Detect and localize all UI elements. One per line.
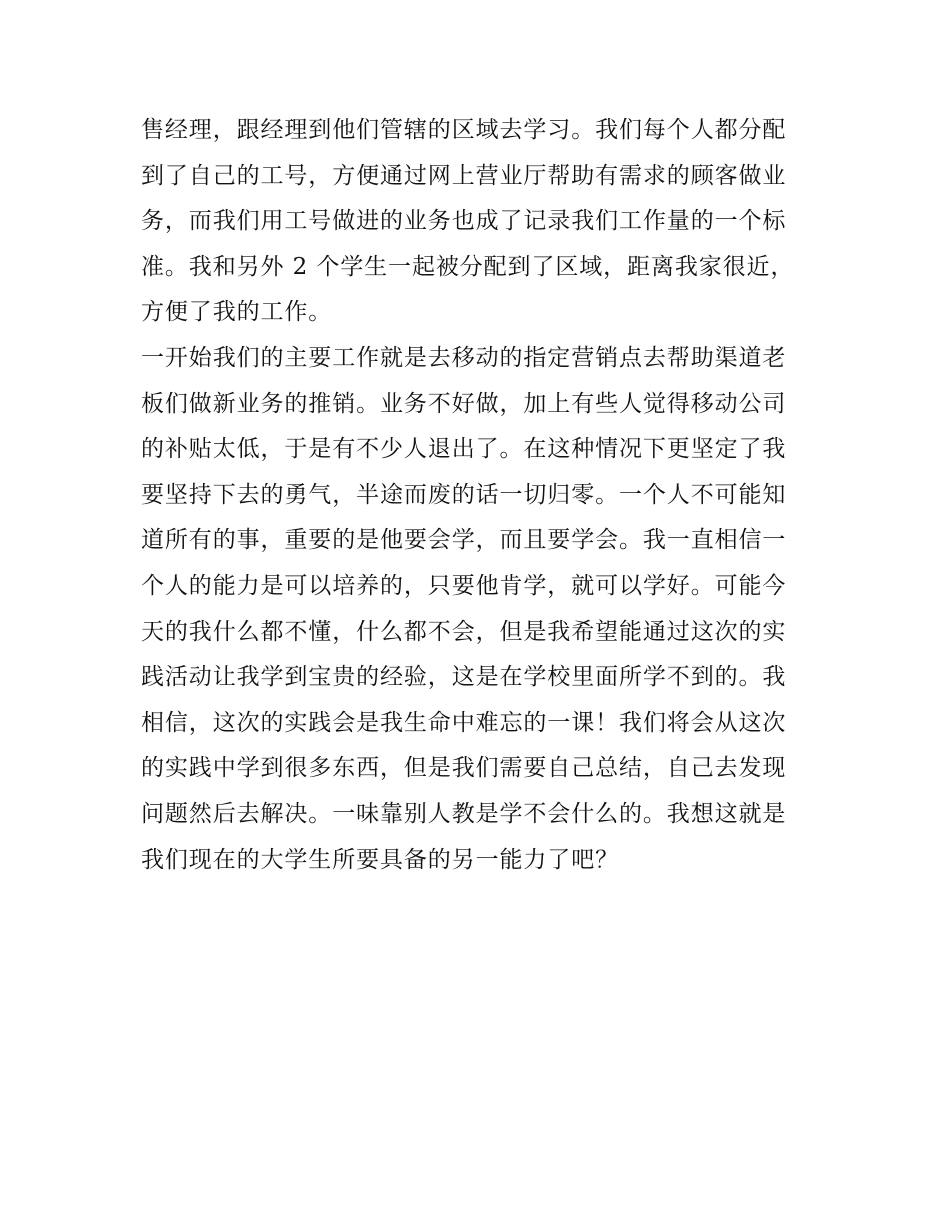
text-line: 到了自己的工号，方便通过网上营业厅帮助有需求的顾客做业 — [141, 162, 787, 189]
text-line: 要坚持下去的勇气，半途而废的话一切归零。一个人不可能知 — [141, 481, 787, 508]
text-line: 准。我和另外 2 个学生一起被分配到了区域，距离我家很近， — [141, 253, 795, 280]
text-line: 践活动让我学到宝贵的经验，这是在学校里面所学不到的。我 — [141, 664, 787, 691]
text-line: 道所有的事，重要的是他要会学，而且要学会。我一直相信一 — [141, 527, 787, 554]
text-line: 方便了我的工作。 — [141, 299, 333, 326]
text-line: 售经理，跟经理到他们管辖的区域去学习。我们每个人都分配 — [141, 117, 787, 143]
text-line: 相信，这次的实践会是我生命中难忘的一课！我们将会从这次 — [141, 709, 787, 736]
text-line: 天的我什么都不懂，什么都不会，但是我希望能通过这次的实 — [141, 618, 787, 645]
text-line: 问题然后去解决。一味靠别人教是学不会什么的。我想这就是 — [141, 800, 787, 827]
text-line: 的实践中学到很多东西，但是我们需要自己总结，自己去发现 — [141, 755, 787, 782]
text-line: 个人的能力是可以培养的，只要他肯学，就可以学好。可能今 — [141, 572, 787, 599]
text-line: 的补贴太低，于是有不少人退出了。在这种情况下更坚定了我 — [141, 436, 787, 463]
text-line: 我们现在的大学生所要具备的另一能力了吧？ — [141, 846, 619, 873]
body-text — [141, 108, 821, 883]
text-line: 务，而我们用工号做进的业务也成了记录我们工作量的一个标 — [141, 208, 787, 235]
text-line: 板们做新业务的推销。业务不好做，加上有些人觉得移动公司 — [141, 390, 787, 417]
text-line: 一开始我们的主要工作就是去移动的指定营销点去帮助渠道老 — [141, 344, 787, 371]
